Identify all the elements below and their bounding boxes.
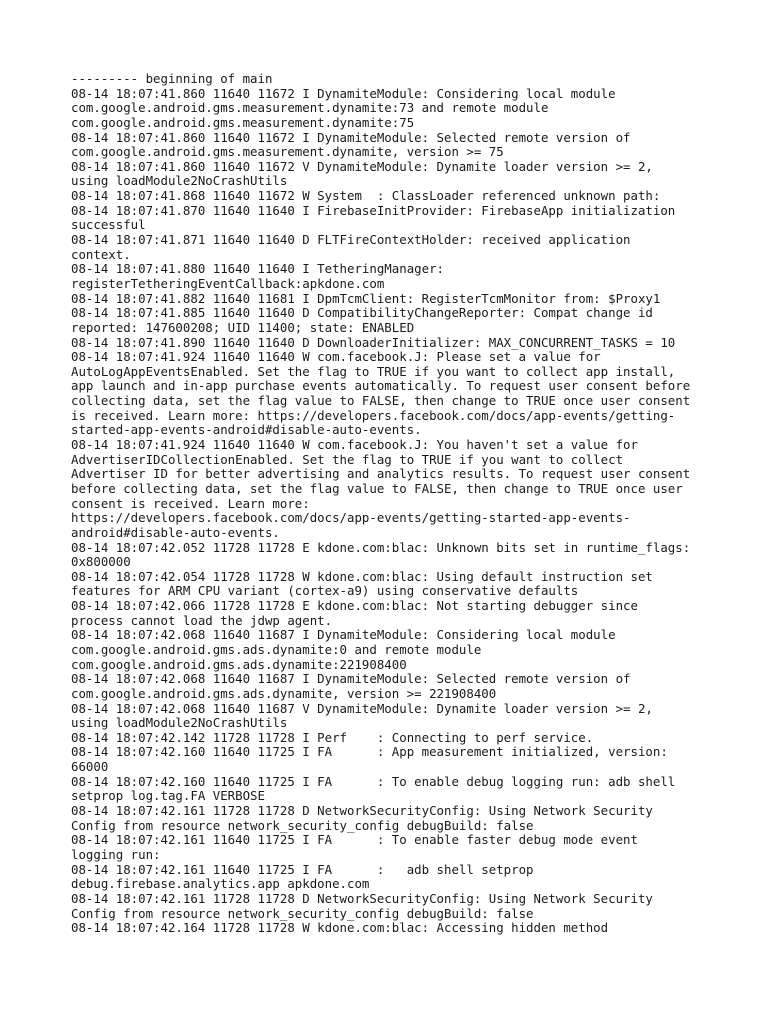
log-line: com.google.android.gms.ads.dynamite:0 and remote module <box>71 641 482 657</box>
log-line: 08-14 18:07:42.164 11728 11728 W kdone.com:blac: Accessing hidden method <box>71 920 609 936</box>
log-line: com.google.android.gms.ads.dynamite, version >= 221908400 <box>71 685 497 701</box>
log-line: setprop log.tag.FA VERBOSE <box>71 788 265 804</box>
log-line: app launch and in-app purchase events automatically. To request user consent before <box>71 378 691 394</box>
log-line: using loadModule2NoCrashUtils <box>71 173 288 189</box>
log-line: AutoLogAppEventsEnabled. Set the flag to TRUE if you want to collect app install, <box>71 363 676 379</box>
log-line: android#disable-auto-events. <box>71 524 280 540</box>
log-line: 08-14 18:07:41.868 11640 11672 W System : ClassLoader referenced unknown path: <box>71 188 661 204</box>
log-line: debug.firebase.analytics.app apkdone.com <box>71 876 370 892</box>
log-line: AdvertiserIDCollectionEnabled. Set the flag to TRUE if you want to collect <box>71 451 624 467</box>
log-line: features for ARM CPU variant (cortex-a9) using conservative defaults <box>71 583 579 599</box>
log-line: logging run: <box>71 846 161 862</box>
log-line: 08-14 18:07:42.161 11640 11725 I FA : adb shell setprop <box>71 861 534 877</box>
log-line: is received. Learn more: https://developers.facebook.com/docs/app-events/getting- <box>71 407 676 423</box>
logcat-output <box>71 72 711 936</box>
log-line: com.google.android.gms.measurement.dynamite:73 and remote module <box>71 100 549 116</box>
log-line: 08-14 18:07:42.054 11728 11728 W kdone.com:blac: Using default instruction set <box>71 568 653 584</box>
log-line: 08-14 18:07:41.882 11640 11681 I DpmTcmClient: RegisterTcmMonitor from: $Proxy1 <box>71 290 661 306</box>
log-line: 08-14 18:07:42.066 11728 11728 E kdone.com:blac: Not starting debugger since <box>71 598 638 614</box>
log-line: started-app-events-android#disable-auto-events. <box>71 422 422 438</box>
log-line: 08-14 18:07:42.068 11640 11687 I DynamiteModule: Considering local module <box>71 627 616 643</box>
log-line: context. <box>71 246 131 262</box>
log-line: Config from resource network_security_config debugBuild: false <box>71 817 534 833</box>
log-line: 08-14 18:07:42.161 11728 11728 D NetworkSecurityConfig: Using Network Security <box>71 890 653 906</box>
log-line: 66000 <box>71 759 109 775</box>
log-line: 08-14 18:07:42.068 11640 11687 I DynamiteModule: Selected remote version of <box>71 671 631 687</box>
log-line: 08-14 18:07:42.142 11728 11728 I Perf : Connecting to perf service. <box>71 729 594 745</box>
log-line: 08-14 18:07:41.885 11640 11640 D CompatibilityChangeReporter: Compat change id <box>71 305 653 321</box>
log-line: process cannot load the jdwp agent. <box>71 612 333 628</box>
log-line: 08-14 18:07:42.160 11640 11725 I FA : To enable debug logging run: adb shell <box>71 773 676 789</box>
log-line: 08-14 18:07:41.860 11640 11672 V DynamiteModule: Dynamite loader version >= 2, <box>71 158 653 174</box>
log-line: reported: 147600208; UID 11400; state: ENABLED <box>71 319 415 335</box>
log-line: 08-14 18:07:41.871 11640 11640 D FLTFireContextHolder: received application <box>71 232 631 248</box>
log-line: 08-14 18:07:42.052 11728 11728 E kdone.com:blac: Unknown bits set in runtime_flags: <box>71 539 691 555</box>
log-line: using loadModule2NoCrashUtils <box>71 715 288 731</box>
log-line: 08-14 18:07:42.068 11640 11687 V DynamiteModule: Dynamite loader version >= 2, <box>71 700 653 716</box>
log-line: com.google.android.gms.measurement.dynamite, version >= 75 <box>71 144 504 160</box>
log-line: 08-14 18:07:41.860 11640 11672 I DynamiteModule: Considering local module <box>71 85 616 101</box>
log-line: Advertiser ID for better advertising and analytics results. To request user consent <box>71 466 691 482</box>
log-line: 08-14 18:07:42.160 11640 11725 I FA : App measurement initialized, version: <box>71 744 668 760</box>
log-line: com.google.android.gms.measurement.dynamite:75 <box>71 114 415 130</box>
log-line: successful <box>71 217 146 233</box>
log-line: Config from resource network_security_config debugBuild: false <box>71 905 534 921</box>
log-line: 08-14 18:07:41.860 11640 11672 I DynamiteModule: Selected remote version of <box>71 129 631 145</box>
log-line: 08-14 18:07:41.924 11640 11640 W com.facebook.J: Please set a value for <box>71 349 601 365</box>
log-line: --------- beginning of main <box>71 71 273 86</box>
log-line: com.google.android.gms.ads.dynamite:221908400 <box>71 656 407 672</box>
log-line: 08-14 18:07:41.870 11640 11640 I FirebaseInitProvider: FirebaseApp initialization <box>71 202 676 218</box>
log-line: collecting data, set the flag value to FALSE, then change to TRUE once user consent <box>71 393 691 409</box>
log-line: consent is received. Learn more: <box>71 495 310 511</box>
log-line: 08-14 18:07:42.161 11640 11725 I FA : To enable faster debug mode event <box>71 832 638 848</box>
log-line: before collecting data, set the flag value to FALSE, then change to TRUE once user <box>71 480 683 496</box>
log-line: 08-14 18:07:41.890 11640 11640 D DownloaderInitializer: MAX_CONCURRENT_TASKS = 10 <box>71 334 676 350</box>
log-line: 08-14 18:07:41.924 11640 11640 W com.facebook.J: You haven't set a value for <box>71 437 638 453</box>
log-line: registerTetheringEventCallback:apkdone.com <box>71 275 385 291</box>
log-line: 0x800000 <box>71 554 131 570</box>
log-line: 08-14 18:07:41.880 11640 11640 I TetheringManager: <box>71 261 444 277</box>
log-line: https://developers.facebook.com/docs/app-events/getting-started-app-events- <box>71 510 631 526</box>
log-line: 08-14 18:07:42.161 11728 11728 D NetworkSecurityConfig: Using Network Security <box>71 803 653 819</box>
